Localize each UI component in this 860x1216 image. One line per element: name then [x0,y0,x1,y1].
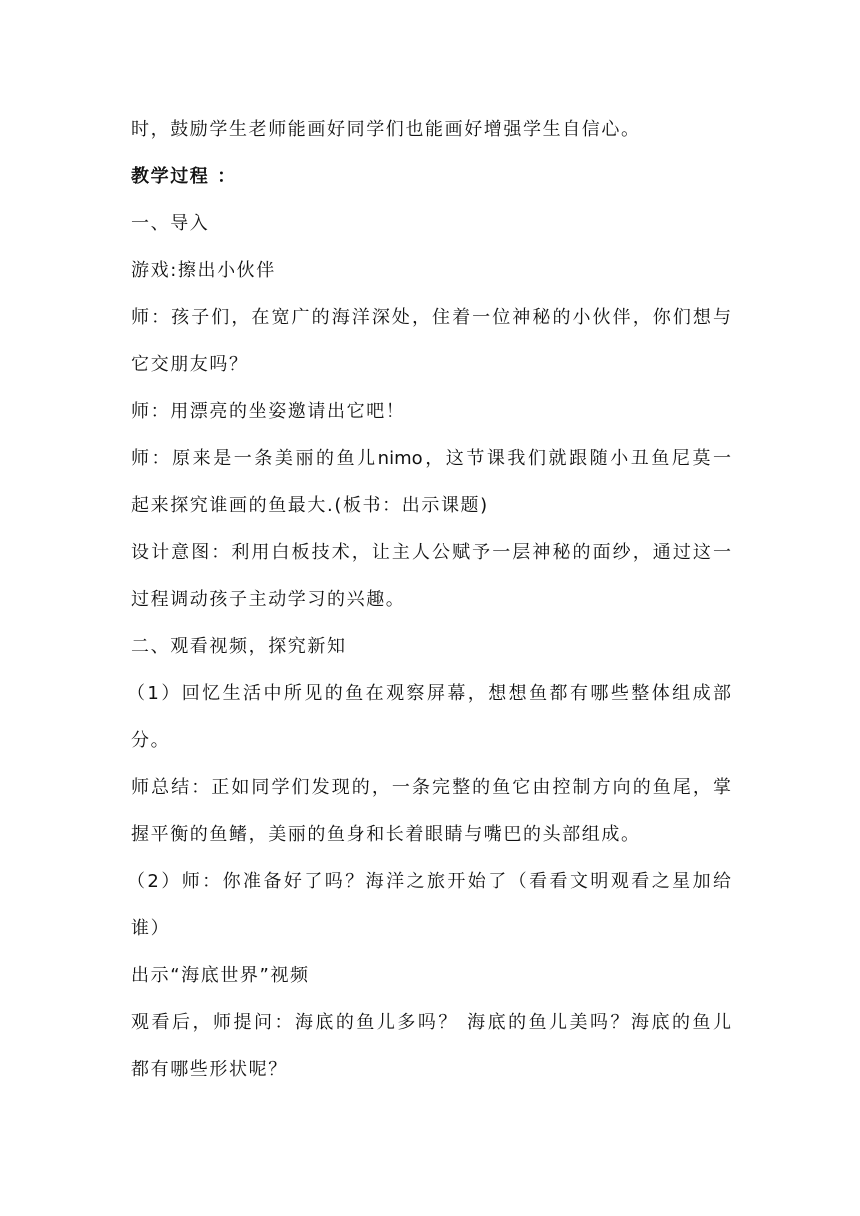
paragraph-line: 谁） [131,918,171,939]
paragraph-line: 握平衡的鱼鳍，美丽的鱼身和长着眼睛与嘴巴的头部组成。 [131,824,641,845]
section-heading-watch-video: 二、观看视频，探究新知 [131,636,347,657]
section-heading-introduction: 一、导入 [131,213,210,234]
paragraph-line: 师总结：正如同学们发现的，一条完整的鱼它由控制方向的鱼尾，掌 [131,777,731,798]
paragraph-line: 都有哪些形状呢？ [131,1059,288,1080]
paragraph-line: （1）回忆生活中所见的鱼在观察屏幕，想想鱼都有哪些整体组成部 [127,683,731,704]
paragraph-line: 师：孩子们，在宽广的海洋深处，住着一位神秘的小伙伴，你们想与 [131,307,731,328]
paragraph-line: 出示“海底世界”视频 [131,965,310,986]
paragraph-line: 分。 [131,730,171,751]
document-body [127,106,731,1093]
paragraph-line: 游戏:擦出小伙伴 [131,260,276,281]
paragraph-line: 时，鼓励学生老师能画好同学们也能画好增强学生自信心。 [131,119,641,140]
paragraph-line: 观看后，师提问：海底的鱼儿多吗？ 海底的鱼儿美吗？海底的鱼儿 [131,1012,731,1033]
paragraph-line: 师：原来是一条美丽的鱼儿nimo，这节课我们就跟随小丑鱼尼莫一 [131,448,731,469]
paragraph-line: 过程调动孩子主动学习的兴趣。 [131,589,406,610]
paragraph-line: 设计意图：利用白板技术，让主人公赋予一层神秘的面纱，通过这一 [131,542,731,563]
paragraph-line: （2）师：你准备好了吗？海洋之旅开始了（看看文明观看之星加给 [127,871,731,892]
paragraph-line: 起来探究谁画的鱼最大.(板书：出示课题) [131,495,489,516]
paragraph-line: 它交朋友吗？ [131,354,249,375]
paragraph-line: 师：用漂亮的坐姿邀请出它吧！ [131,401,406,422]
section-heading-teaching-process: 教学过程 ： [131,166,237,187]
